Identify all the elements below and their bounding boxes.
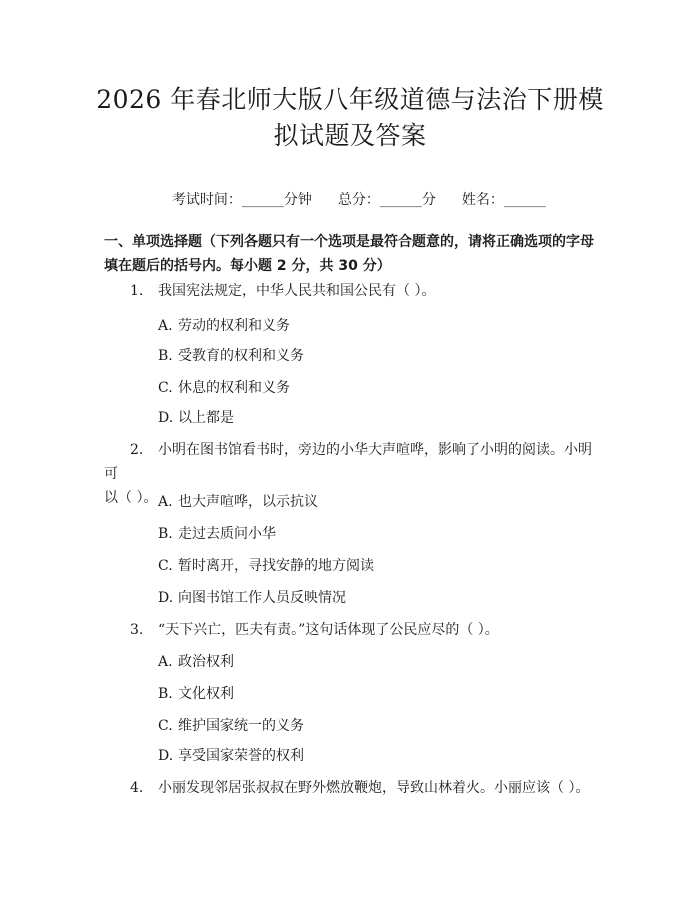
option-1d	[158, 408, 234, 428]
option-letter: C.	[158, 718, 173, 734]
option-letter: A.	[158, 494, 173, 510]
option-1b	[158, 346, 304, 366]
page-title-line-1: 2026 年春北师大版八年级道德与法治下册模	[96, 85, 604, 114]
option-text: 政治权利	[178, 654, 234, 670]
option-text: 向图书馆工作人员反映情况	[178, 590, 346, 606]
option-2b	[158, 524, 276, 544]
option-text: 休息的权利和义务	[178, 380, 290, 396]
option-text: 文化权利	[178, 686, 234, 702]
exam-meta-line	[0, 170, 700, 230]
total-score-label: 总分：______分	[337, 192, 436, 208]
option-text: 暂时离开，寻找安静的地方阅读	[178, 558, 374, 574]
option-2c	[158, 556, 374, 576]
question-stem: “天下兴亡，匹夫有责。”这句话体现了公民应尽的（ ）。	[158, 622, 499, 638]
question-4	[104, 776, 604, 800]
option-text: 走过去质问小华	[178, 526, 276, 542]
option-text: 也大声喧哗，以示抗议	[178, 494, 318, 510]
option-text: 受教育的权利和义务	[178, 348, 304, 364]
option-1a	[158, 316, 290, 336]
question-3	[104, 618, 604, 642]
option-2a	[158, 492, 318, 512]
option-2d	[158, 588, 346, 608]
section-heading-line-2: 填在题后的括号内。每小题 2 分，共 30 分）	[104, 258, 391, 274]
question-stem: 小丽发现邻居张叔叔在野外燃放鞭炮，导致山林着火。小丽应该（ ）。	[158, 780, 590, 796]
question-number: 3.	[130, 622, 144, 638]
option-letter: A.	[158, 318, 173, 334]
option-text: 维护国家统一的义务	[178, 718, 304, 734]
page-title-line-2: 拟试题及答案	[273, 121, 427, 150]
question-stem-line-1: 小明在图书馆看书时，旁边的小华大声喧哗，影响了小明的阅读。小明可	[104, 442, 592, 482]
option-letter: D.	[158, 590, 174, 606]
option-letter: C.	[158, 558, 173, 574]
option-letter: C.	[158, 380, 173, 396]
option-letter: D.	[158, 748, 174, 764]
option-text: 劳动的权利和义务	[178, 318, 290, 334]
section-heading-line-1: 一、单项选择题（下列各题只有一个选项是最符合题意的，请将正确选项的字母	[104, 234, 594, 250]
option-letter: B.	[158, 348, 173, 364]
option-text: 享受国家荣誉的权利	[178, 748, 304, 764]
option-letter: B.	[158, 526, 173, 542]
question-1	[104, 279, 604, 303]
section-heading	[104, 230, 604, 278]
exam-time-label: 考试时间：______分钟	[171, 192, 312, 208]
question-number: 1.	[130, 283, 144, 299]
question-stem: 我国宪法规定，中华人民共和国公民有（ ）。	[158, 283, 436, 299]
question-number: 4.	[130, 780, 144, 796]
option-1c	[158, 378, 290, 398]
name-label: 姓名：______	[461, 192, 546, 208]
question-number: 2.	[130, 442, 144, 458]
option-3b	[158, 684, 234, 704]
option-3a	[158, 652, 234, 672]
option-text: 以上都是	[178, 410, 234, 426]
option-letter: B.	[158, 686, 173, 702]
option-3d	[158, 746, 304, 766]
option-3c	[158, 716, 304, 736]
question-stem-line-2: 以（ ）。	[104, 490, 158, 506]
option-letter: D.	[158, 410, 174, 426]
option-letter: A.	[158, 654, 173, 670]
